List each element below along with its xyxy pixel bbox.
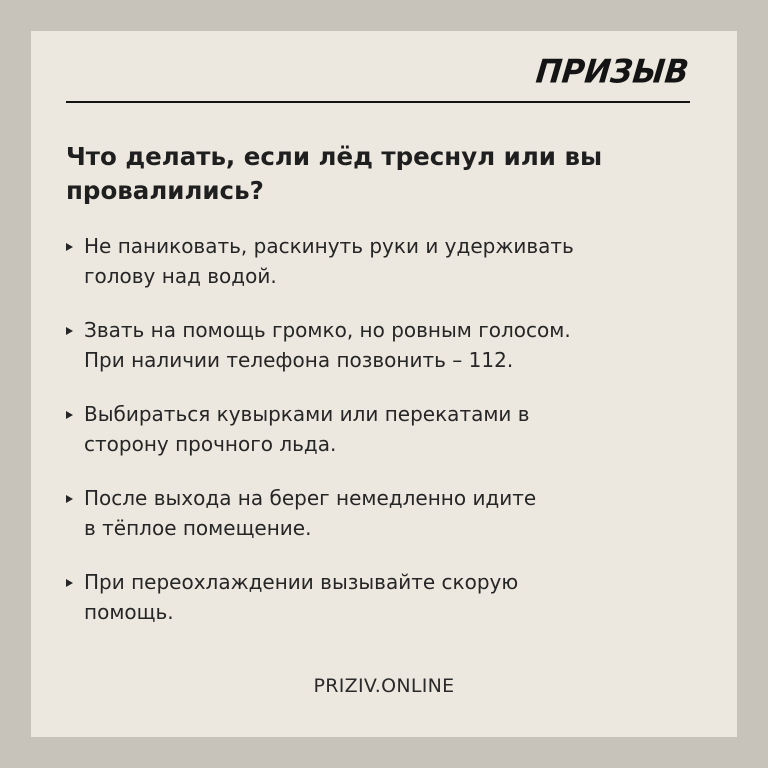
page-title: Что делать, если лёд треснул или вы провалились? [66, 142, 603, 205]
item-line: помощь. [84, 600, 174, 624]
bullet-arrow-icon [66, 495, 73, 503]
item-line: При наличии телефона позвонить – 112. [84, 348, 514, 372]
item-line: сторону прочного льда. [84, 432, 337, 456]
bullet-arrow-icon [66, 411, 73, 419]
brand-logo: ПРИЗЫВ [533, 53, 691, 91]
list-item [66, 231, 706, 291]
header-divider [66, 101, 690, 103]
item-line: в тёплое помещение. [84, 516, 312, 540]
item-line: При переохлаждении вызывайте скорую [84, 570, 519, 594]
list-item [66, 567, 706, 627]
bullet-arrow-icon [66, 327, 73, 335]
bullet-arrow-icon [66, 579, 73, 587]
item-line: После выхода на берег немедленно идите [84, 486, 537, 510]
list-item [66, 483, 706, 543]
instructions-list [66, 231, 706, 651]
bullet-arrow-icon [66, 243, 73, 251]
item-line: Выбираться кувырками или перекатами в [84, 402, 530, 426]
list-item [66, 399, 706, 459]
item-line: Звать на помощь громко, но ровным голосом. [84, 318, 571, 342]
item-line: Не паниковать, раскинуть руки и удерживать [84, 234, 574, 258]
card [31, 31, 737, 737]
site-link[interactable]: PRIZIV.ONLINE [313, 675, 455, 697]
list-item [66, 315, 706, 375]
item-line: голову над водой. [84, 264, 277, 288]
